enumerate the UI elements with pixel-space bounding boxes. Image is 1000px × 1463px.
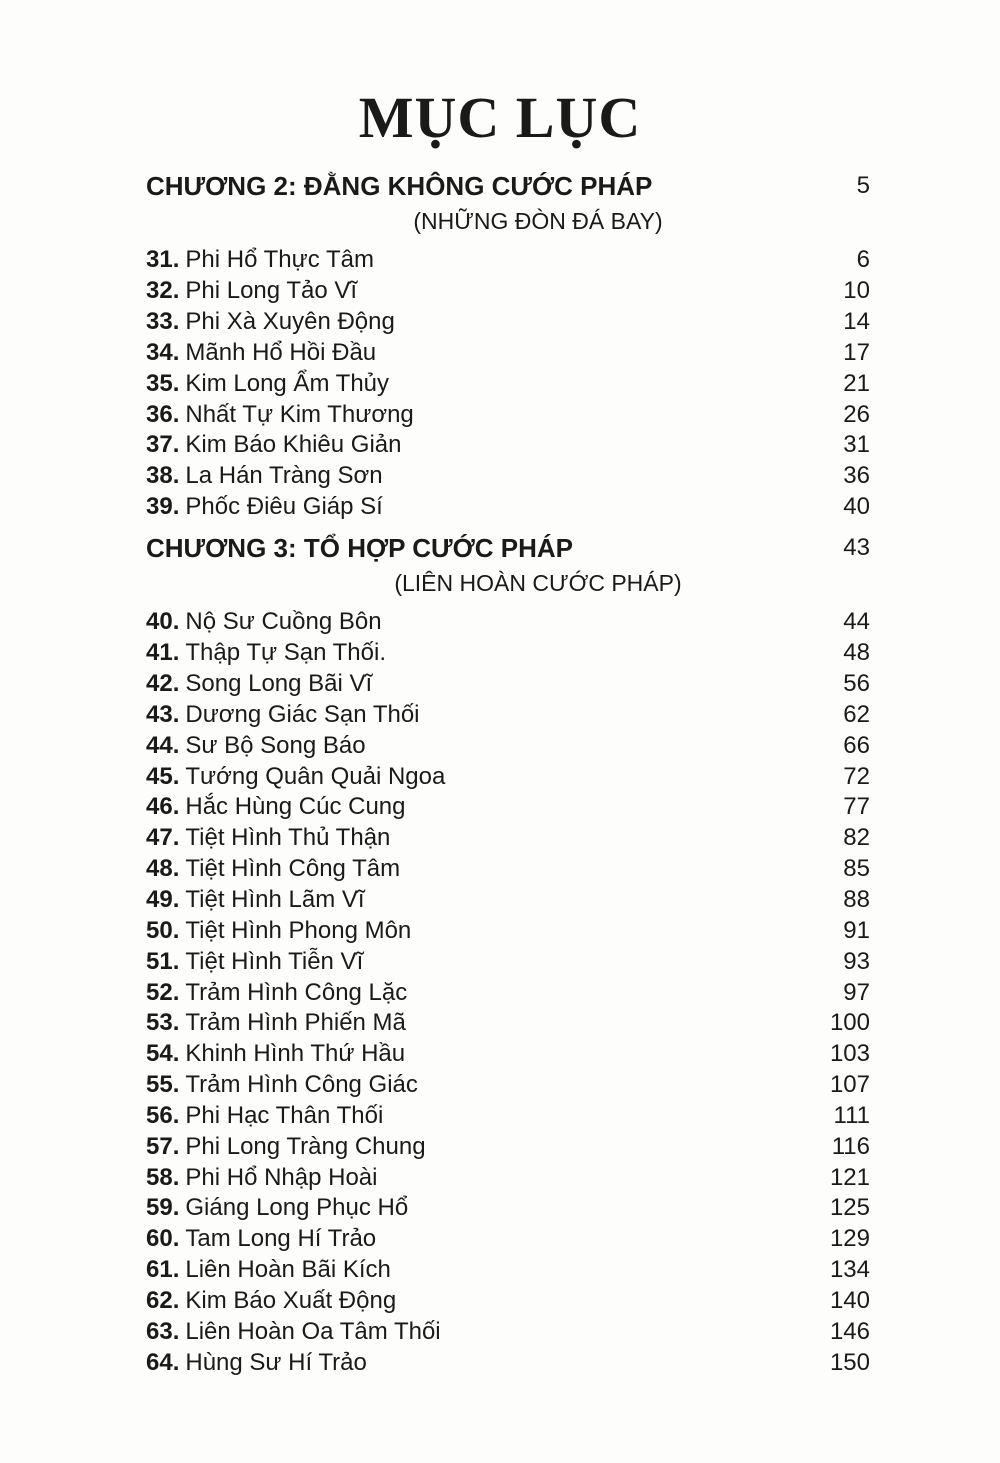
entry-number: 46. xyxy=(146,793,180,821)
toc-entry[interactable] xyxy=(146,338,870,369)
entry-title: Kim Báo Khiêu Giản xyxy=(185,431,402,459)
entry-page-number: 14 xyxy=(843,308,870,336)
toc-entry[interactable] xyxy=(146,854,870,885)
entry-page-number: 134 xyxy=(829,1256,870,1284)
entry-page-number: 129 xyxy=(829,1225,870,1253)
toc-entry[interactable] xyxy=(146,1162,870,1193)
entry-number: 43. xyxy=(146,700,180,728)
entry-page-number: 66 xyxy=(843,731,870,759)
entry-page-number: 36 xyxy=(843,462,870,490)
entry-title: Tiệt Hình Lãm Vĩ xyxy=(185,886,365,914)
toc-entry[interactable] xyxy=(146,307,870,338)
toc-entry[interactable] xyxy=(146,368,870,399)
entry-page-number: 85 xyxy=(843,855,870,883)
toc-entry[interactable] xyxy=(146,276,870,307)
entry-page-number: 103 xyxy=(829,1040,870,1068)
entry-title: Mãnh Hổ Hồi Đầu xyxy=(185,338,377,366)
entry-page-number: 72 xyxy=(843,762,870,790)
entry-page-number: 48 xyxy=(843,639,870,667)
entry-page-number: 88 xyxy=(843,886,870,914)
chapter-entries xyxy=(146,245,870,523)
entry-number: 49. xyxy=(146,886,180,914)
entry-number: 55. xyxy=(146,1071,180,1099)
entry-number: 45. xyxy=(146,762,180,790)
entry-title: Kim Long Ẩm Thủy xyxy=(185,369,390,397)
entry-number: 54. xyxy=(146,1040,180,1068)
entry-title: Tướng Quân Quải Ngoa xyxy=(185,762,446,790)
entry-title: Hùng Sư Hí Trảo xyxy=(185,1348,367,1376)
entry-title: Thập Tự Sạn Thối. xyxy=(185,639,386,667)
entry-title: Phi Long Tràng Chung xyxy=(185,1132,426,1160)
entry-title: La Hán Tràng Sơn xyxy=(185,462,383,490)
chapter-entries xyxy=(146,607,870,1378)
entry-number: 38. xyxy=(146,462,180,490)
entry-page-number: 17 xyxy=(843,338,870,366)
toc-entry[interactable] xyxy=(146,430,870,461)
entry-number: 44. xyxy=(146,731,180,759)
entry-number: 37. xyxy=(146,431,180,459)
toc-entry[interactable] xyxy=(146,1039,870,1070)
entry-page-number: 111 xyxy=(833,1101,870,1129)
entry-number: 32. xyxy=(146,277,180,305)
entry-page-number: 40 xyxy=(843,493,870,521)
entry-page-number: 146 xyxy=(829,1317,870,1345)
toc-entry[interactable] xyxy=(146,700,870,731)
toc-entry[interactable] xyxy=(146,669,870,700)
toc-entry[interactable] xyxy=(146,977,870,1008)
entry-page-number: 62 xyxy=(843,700,870,728)
toc-entry[interactable] xyxy=(146,915,870,946)
entry-page-number: 125 xyxy=(829,1194,870,1222)
chapter-subtitle: (NHỮNG ĐÒN ĐÁ BAY) xyxy=(413,208,663,234)
entry-number: 64. xyxy=(146,1348,180,1376)
entry-title: Phi Hạc Thân Thối xyxy=(185,1101,384,1129)
entry-number: 51. xyxy=(146,947,180,975)
toc-entry[interactable] xyxy=(146,1131,870,1162)
toc-entry[interactable] xyxy=(146,1008,870,1039)
chapter-subtitle: (LIÊN HOÀN CƯỚC PHÁP) xyxy=(394,570,682,596)
entry-number: 39. xyxy=(146,493,180,521)
entry-number: 57. xyxy=(146,1132,180,1160)
entry-number: 40. xyxy=(146,608,180,636)
chapter-title: CHƯƠNG 3: TỔ HỢP CƯỚC PHÁP xyxy=(146,532,574,563)
entry-page-number: 100 xyxy=(829,1009,870,1037)
toc-entry[interactable] xyxy=(146,1316,870,1347)
entry-title: Phi Xà Xuyên Động xyxy=(185,308,395,336)
toc-entry[interactable] xyxy=(146,730,870,761)
entry-number: 41. xyxy=(146,639,180,667)
entry-page-number: 121 xyxy=(829,1163,870,1191)
entry-title: Phốc Điêu Giáp Sí xyxy=(185,493,383,521)
entry-title: Phi Hổ Nhập Hoài xyxy=(185,1163,378,1191)
chapter-title: CHƯƠNG 2: ĐẰNG KHÔNG CƯỚC PHÁP xyxy=(146,170,653,201)
toc-entry[interactable] xyxy=(146,1286,870,1317)
toc-entry[interactable] xyxy=(146,1070,870,1101)
entry-title: Tiệt Hình Phong Môn xyxy=(185,916,412,944)
entry-number: 42. xyxy=(146,670,180,698)
toc-entry[interactable] xyxy=(146,1347,870,1378)
entry-number: 31. xyxy=(146,246,180,274)
entry-number: 61. xyxy=(146,1256,180,1284)
entry-title: Phi Hổ Thực Tâm xyxy=(185,246,374,274)
entry-title: Nhất Tự Kim Thương xyxy=(185,400,414,428)
entry-number: 63. xyxy=(146,1317,180,1345)
toc-entry[interactable] xyxy=(146,761,870,792)
entry-title: Tiệt Hình Thủ Thận xyxy=(185,824,391,852)
entry-title: Tiệt Hình Công Tâm xyxy=(185,855,401,883)
toc-entry[interactable] xyxy=(146,461,870,492)
entry-title: Hắc Hùng Cúc Cung xyxy=(185,793,406,821)
entry-page-number: 77 xyxy=(843,793,870,821)
entry-page-number: 21 xyxy=(843,369,870,397)
entry-number: 36. xyxy=(146,400,180,428)
entry-title: Giáng Long Phục Hổ xyxy=(185,1194,409,1222)
entry-page-number: 31 xyxy=(843,431,870,459)
toc-entry[interactable] xyxy=(146,823,870,854)
chapter-heading[interactable] xyxy=(146,530,870,566)
entry-number: 35. xyxy=(146,369,180,397)
toc-entry[interactable] xyxy=(146,1224,870,1255)
toc-entry[interactable] xyxy=(146,607,870,638)
entry-page-number: 56 xyxy=(843,670,870,698)
entry-number: 50. xyxy=(146,916,180,944)
entry-title: Tiệt Hình Tiễn Vĩ xyxy=(185,947,364,975)
entry-title: Nộ Sư Cuồng Bôn xyxy=(185,608,382,636)
toc-entry[interactable] xyxy=(146,946,870,977)
entry-page-number: 10 xyxy=(843,277,870,305)
entry-title: Dương Giác Sạn Thối xyxy=(185,700,420,728)
entry-title: Khinh Hình Thứ Hầu xyxy=(185,1040,406,1068)
entry-page-number: 44 xyxy=(843,608,870,636)
toc-entry[interactable] xyxy=(146,1193,870,1224)
entry-number: 53. xyxy=(146,1009,180,1037)
chapter-page-number: 5 xyxy=(856,172,870,199)
toc-entry[interactable] xyxy=(146,792,870,823)
entry-page-number: 97 xyxy=(843,978,870,1006)
entry-number: 52. xyxy=(146,978,180,1006)
toc-entry[interactable] xyxy=(146,1101,870,1132)
chapter-page-number: 43 xyxy=(843,534,870,561)
page-title: MỤC LỤC xyxy=(358,85,642,150)
entry-title: Liên Hoàn Oa Tâm Thối xyxy=(185,1317,441,1345)
entry-number: 58. xyxy=(146,1163,180,1191)
entry-page-number: 6 xyxy=(856,246,870,274)
entry-number: 59. xyxy=(146,1194,180,1222)
toc-entry[interactable] xyxy=(146,245,870,276)
toc-entry[interactable] xyxy=(146,638,870,669)
entry-title: Kim Báo Xuất Động xyxy=(185,1286,397,1314)
entry-title: Trảm Hình Công Giác xyxy=(185,1071,418,1099)
entry-page-number: 93 xyxy=(843,947,870,975)
toc-entry[interactable] xyxy=(146,885,870,916)
toc-entry[interactable] xyxy=(146,399,870,430)
entry-number: 47. xyxy=(146,824,180,852)
entry-title: Trảm Hình Công Lặc xyxy=(185,978,408,1006)
entry-title: Sư Bộ Song Báo xyxy=(185,731,366,759)
entry-number: 62. xyxy=(146,1286,180,1314)
entry-page-number: 116 xyxy=(831,1132,870,1160)
entry-page-number: 107 xyxy=(829,1071,870,1099)
entry-title: Phi Long Tảo Vĩ xyxy=(185,277,358,305)
entry-number: 48. xyxy=(146,855,180,883)
entry-number: 60. xyxy=(146,1225,180,1253)
entry-page-number: 91 xyxy=(843,916,870,944)
entry-title: Song Long Bãi Vĩ xyxy=(185,670,373,698)
entry-title: Trảm Hình Phiến Mã xyxy=(185,1009,406,1037)
chapter-heading[interactable] xyxy=(146,168,870,204)
entry-page-number: 82 xyxy=(843,824,870,852)
toc-entry[interactable] xyxy=(146,1255,870,1286)
entry-number: 56. xyxy=(146,1101,180,1129)
entry-page-number: 140 xyxy=(829,1286,870,1314)
entry-title: Tam Long Hí Trảo xyxy=(185,1225,377,1253)
entry-number: 33. xyxy=(146,308,180,336)
entry-page-number: 150 xyxy=(829,1348,870,1376)
entry-title: Liên Hoàn Bãi Kích xyxy=(185,1256,391,1284)
toc-entry[interactable] xyxy=(146,492,870,523)
entry-page-number: 26 xyxy=(843,400,870,428)
entry-number: 34. xyxy=(146,338,180,366)
